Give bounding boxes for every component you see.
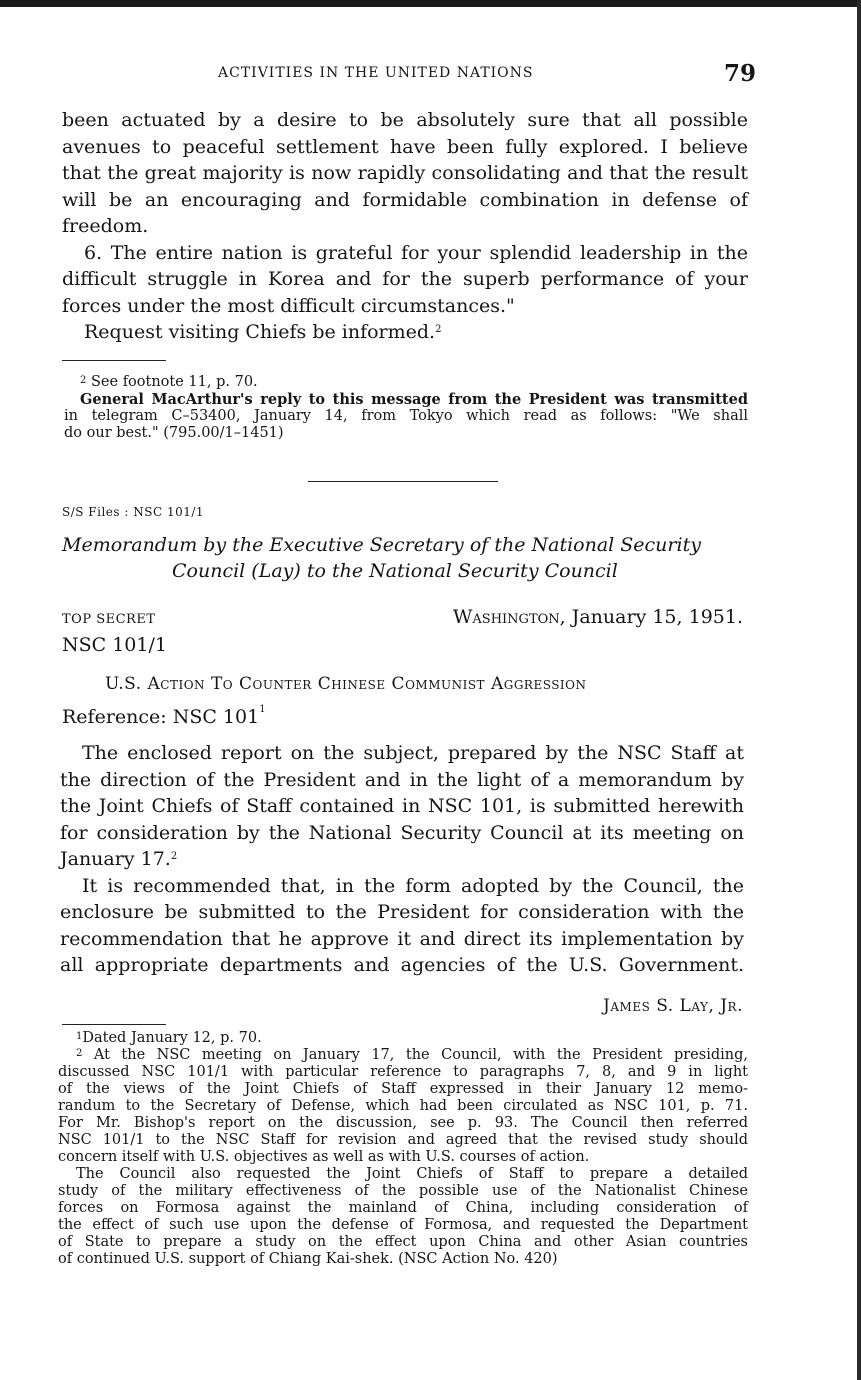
footnote-line: $^2$ At the NSC meeting on January 17, the Council, with the President presiding, <box>76 1047 748 1063</box>
subject-line: U.S. Action To Counter Chinese Communist Aggression <box>105 674 587 694</box>
footnote-line: the effect of such use upon the defense of Formosa, and requested the Department <box>58 1217 748 1233</box>
text-line: It is recommended that, in the form adopted by the Council, the <box>82 874 744 897</box>
signature: James S. Lay, Jr. <box>603 996 743 1016</box>
footnote-line: do our best." (795.00/1–1451) <box>64 425 284 441</box>
footnote-line: of the views of the Joint Chiefs of Staff expressed in their January 12 memo- <box>58 1081 748 1097</box>
section-divider <box>308 481 498 482</box>
text-line: that the great majority is now rapidly consolidating and that the result <box>62 162 748 184</box>
running-head: ACTIVITIES IN THE UNITED NATIONS <box>218 65 534 81</box>
footnote-rule <box>62 360 166 361</box>
text-line: difficult struggle in Korea and for the superb performance of your <box>62 268 748 290</box>
classification: TOP SECRET <box>62 612 156 627</box>
file-reference: S/S Files : NSC 101/1 <box>62 505 205 519</box>
footnote-line: study of the military effectiveness of the possible use of the Nationalist Chinese <box>58 1183 748 1199</box>
dateline: Washington, January 15, 1951. <box>452 606 743 628</box>
text-line: all appropriate departments and agencies of the U.S. Government. <box>60 954 744 976</box>
footnote-rule <box>62 1024 166 1025</box>
text-line: avenues to peaceful settlement have been fully explored. I believe <box>62 135 748 158</box>
footnote-line: For Mr. Bishop's report on the discussion, see p. 93. The Council then referred <box>58 1115 748 1131</box>
text-line: January 17.$^2$ <box>60 848 178 870</box>
page-number: 79 <box>724 60 757 87</box>
text-line: forces under the most difficult circumstances." <box>62 294 515 317</box>
footnote-line: The Council also requested the Joint Chiefs of Staff to prepare a detailed <box>76 1166 748 1182</box>
text-line: the Joint Chiefs of Staff contained in NSC 101, is submitted herewith <box>60 795 744 817</box>
footnote-line: forces on Formosa against the mainland of China, including consideration of <box>58 1200 748 1216</box>
text-line: recommendation that he approve it and direct its implementation by <box>60 927 744 950</box>
upper-text <box>62 107 748 346</box>
memo-title-line-2: Council (Lay) to the National Security Council <box>172 560 618 582</box>
text-line: enclosure be submitted to the President for consideration with the <box>60 901 744 923</box>
text-line: will be an encouraging and formidable combination in defense of <box>62 188 748 211</box>
footnote-line: of State to prepare a study on the effect upon China and other Asian countries <box>58 1234 748 1250</box>
reference-line: Reference: NSC $101^1$ <box>62 704 266 728</box>
text-line: The enclosed report on the subject, prepared by the NSC Staff at <box>82 742 744 764</box>
lower-footnotes <box>58 1030 748 1268</box>
text-line: 6. The entire nation is grateful for your splendid leadership in the <box>84 241 748 264</box>
scan-top-border <box>0 0 861 7</box>
footnote-line: of continued U.S. support of Chiang Kai-shek. (NSC Action No. 420) <box>58 1251 558 1267</box>
footnote-line: concern itself with U.S. objectives as well as with U.S. courses of action. <box>58 1149 590 1165</box>
nsc-number: NSC 101/1 <box>62 634 167 656</box>
memo-title-line-1: Memorandum by the Executive Secretary of the National Security <box>62 534 701 556</box>
text-line: freedom. <box>62 215 149 237</box>
scan-right-border <box>857 0 861 1380</box>
text-line: the direction of the President and in the light of a memorandum by <box>60 768 744 791</box>
footnote-line: randum to the Secretary of Defense, which had been circulated as NSC 101, p. 71. <box>58 1098 748 1114</box>
footnote: $^1$Dated January 12, p. 70. <box>76 1030 262 1046</box>
footnote-line: in telegram C–53400, January 14, from Tokyo which read as follows: "We shall <box>64 408 748 424</box>
footnote-line: General MacArthur's reply to this message from the President was transmitted <box>80 391 748 408</box>
footnote-line: NSC 101/1 to the NSC Staff for revision and agreed that the revised study should <box>58 1132 748 1148</box>
footnote: $^2$ See footnote 11, p. 70. <box>80 374 258 390</box>
text-line: for consideration by the National Security Council at its meeting on <box>60 821 744 844</box>
footnote-mark: 2 <box>435 324 442 335</box>
footnote-line: discussed NSC 101/1 with particular reference to paragraphs 7, 8, and 9 in light <box>58 1064 748 1080</box>
text-line: been actuated by a desire to be absolutely sure that all possible <box>62 109 748 131</box>
upper-footnotes <box>64 374 748 442</box>
memo-body <box>60 740 744 979</box>
text-line: Request visiting Chiefs be informed.$^2$ <box>84 321 442 343</box>
